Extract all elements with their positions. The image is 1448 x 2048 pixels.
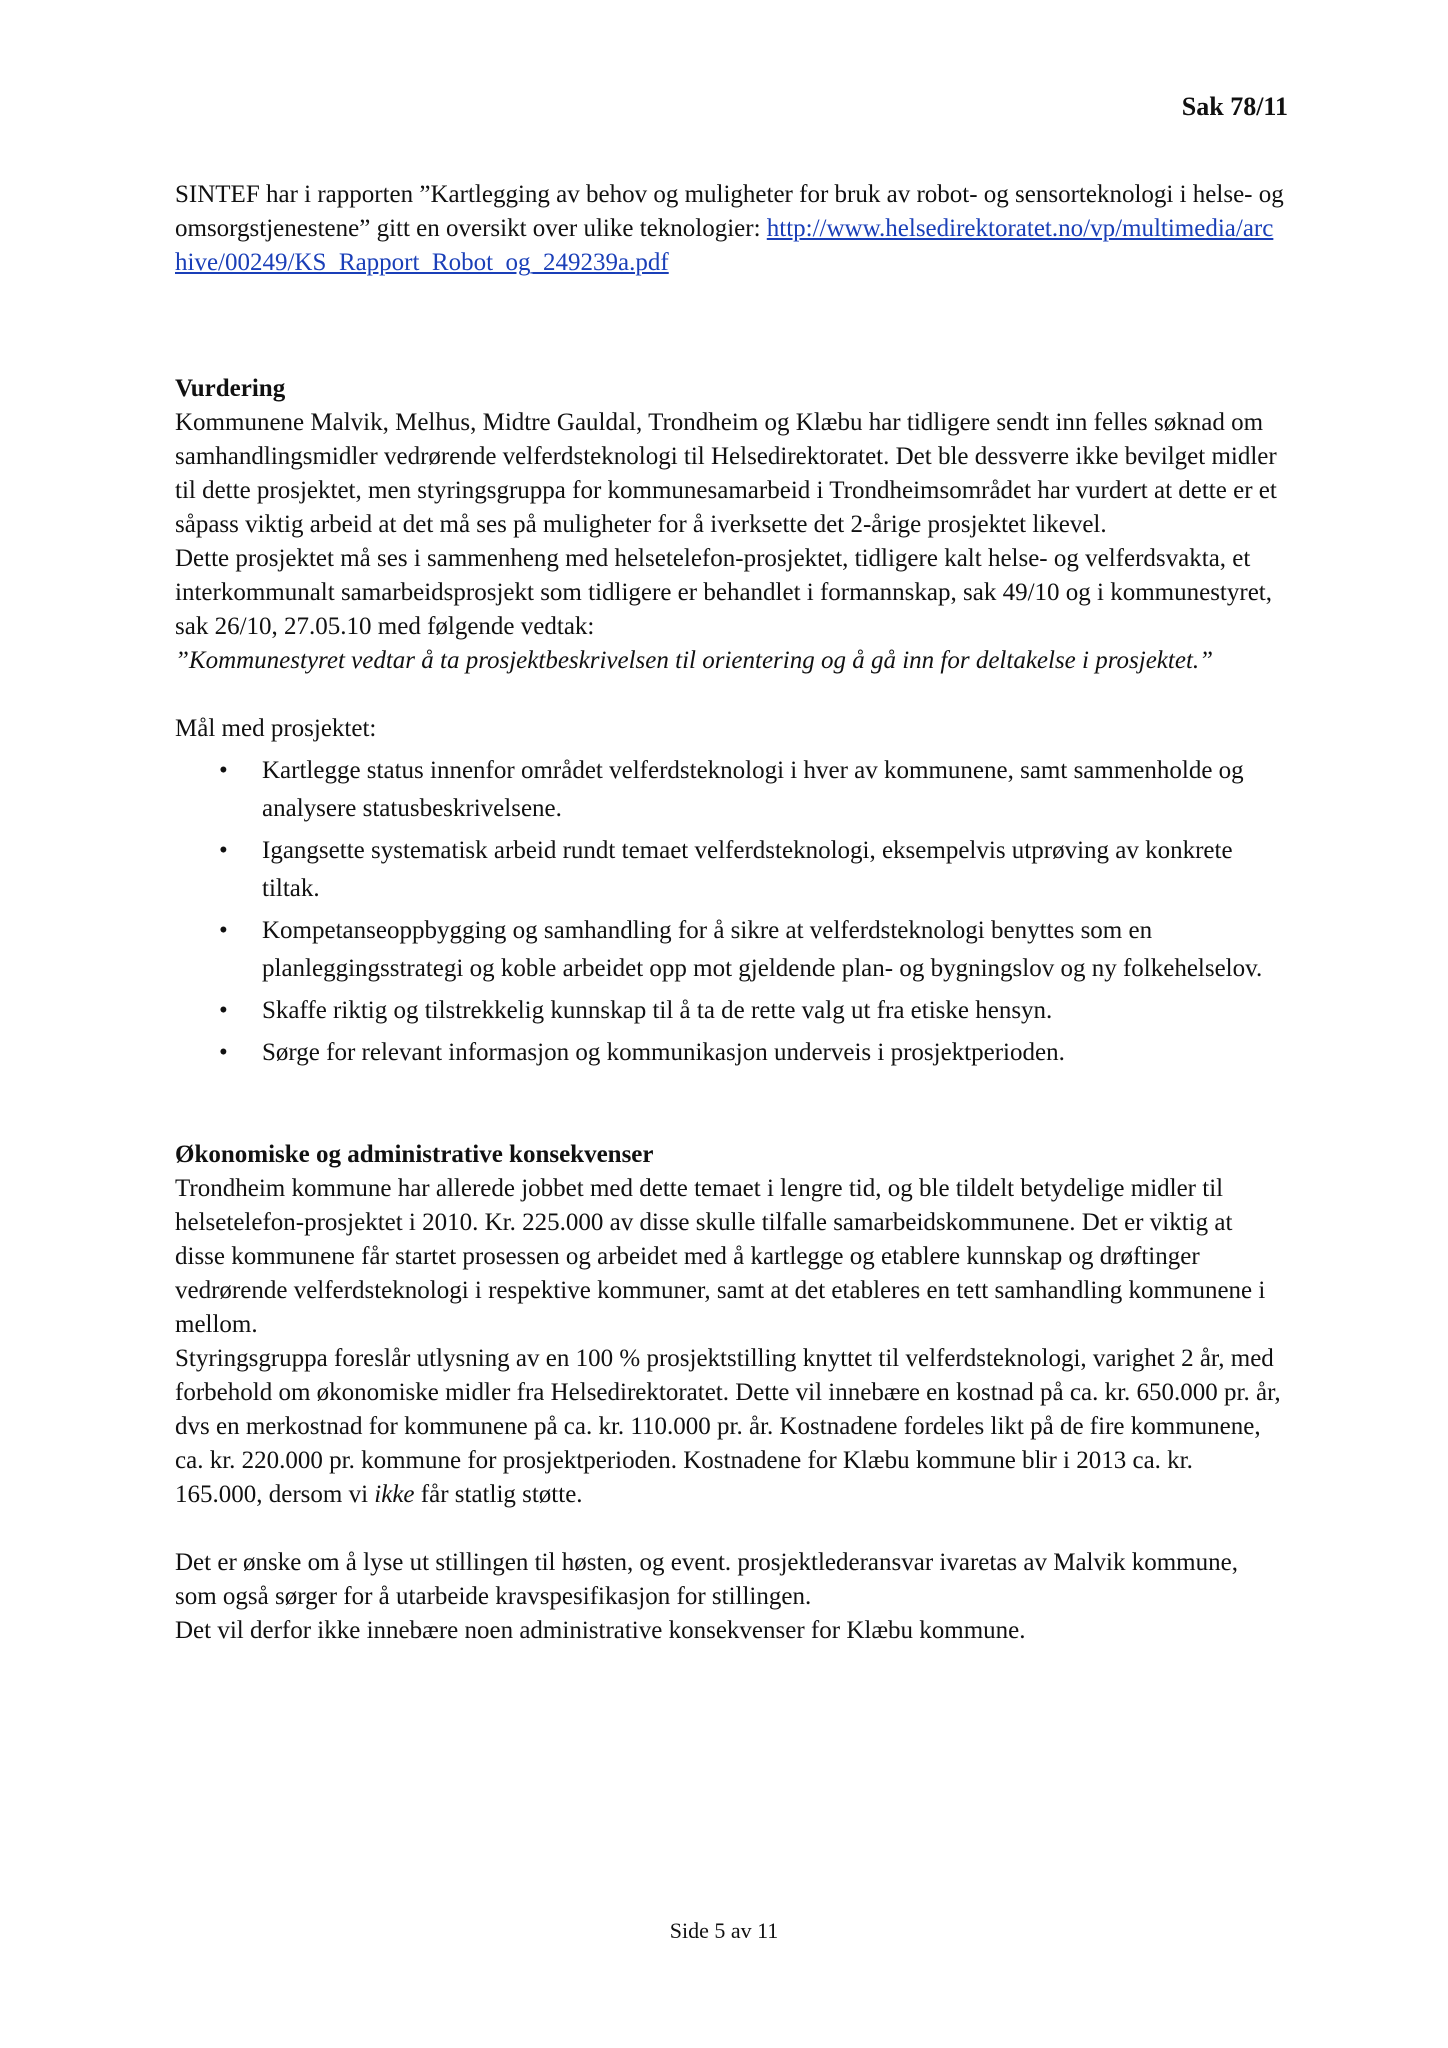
cost-text-end: får statlig støtte. bbox=[420, 1481, 583, 1508]
consequences-paragraph-1: Trondheim kommune har allerede jobbet med dette temaet i lengre tid, og ble tildelt betydelige midler til helsetelefon-prosjektet i 2010. Kr. 225.000 av disse skulle tilfalle samarbeidskommunene. Det er viktig at disse kommunene får startet prosessen og arbeidet med å kartlegge og etablere kunnskap og drøftinger vedrørende velferdsteknologi i respektive kommuner, samt at det etableres en tett samhandling kommunene i mellom. bbox=[175, 1175, 1266, 1338]
goal-item bbox=[219, 912, 1285, 988]
emphasis-text: ikke bbox=[374, 1481, 415, 1508]
consequences-heading: Økonomiske og administrative konsekvenser bbox=[175, 1141, 654, 1168]
goal-text: Skaffe riktig og tilstrekkelig kunnskap til å ta de rette valg ut fra etiske hensyn. bbox=[262, 997, 1053, 1024]
goal-text: Sørge for relevant informasjon og kommunikasjon underveis i prosjektperioden. bbox=[262, 1039, 1065, 1066]
intro-paragraph bbox=[175, 178, 1285, 280]
goal-text: Kompetanseoppbygging og samhandling for å sikre at velferdsteknologi benyttes som en planleggingsstrategi og koble arbeidet opp mot gjeldende plan- og bygningslov og ny folkehelselov. bbox=[262, 917, 1263, 982]
report-link[interactable]: http://www.helsedirektoratet.no/vp/multimedia/archive/00249/KS_Rapport_Robot_og_249239a.pdf bbox=[175, 215, 1274, 276]
consequences-paragraph-3: Det er ønske om å lyse ut stillingen til høsten, og event. prosjektlederansvar ivaretas av Malvik kommune, som også sørger for å utarbeide kravspesifikasjon for stillingen. bbox=[175, 1549, 1238, 1610]
bullet-icon: • bbox=[219, 997, 228, 1024]
bullet-icon: • bbox=[219, 837, 228, 864]
goals-heading: Mål med prosjektet: bbox=[175, 715, 377, 742]
vurdering-paragraph-2: Dette prosjektet må ses i sammenheng med helsetelefon-prosjektet, tidligere kalt helse- og velferdsvakta, et interkommunalt samarbeidsprosjekt som tidligere er behandlet i formannskap, sak 49/10 og i kommunestyret, sak 26/10, 27.05.10 med følgende vedtak: bbox=[175, 545, 1272, 640]
document-body bbox=[175, 178, 1285, 1648]
bullet-icon: • bbox=[219, 1039, 228, 1066]
goal-item bbox=[219, 752, 1285, 828]
intro-text: SINTEF har i rapporten ”Kartlegging av behov og muligheter for bruk av robot- og sensorteknologi i helse- og omsorgstjenestene” gitt en oversikt over ulike teknologier: bbox=[175, 181, 1284, 242]
case-number: Sak 78/11 bbox=[1181, 92, 1288, 121]
goal-item bbox=[219, 1034, 1285, 1072]
goal-text: Kartlegge status innenfor området velferdsteknologi i hver av kommunene, samt sammenholde og analysere statusbeskrivelsene. bbox=[262, 757, 1244, 822]
goal-item bbox=[219, 832, 1285, 908]
vurdering-paragraph-1: Kommunene Malvik, Melhus, Midtre Gauldal, Trondheim og Klæbu har tidligere sendt inn felles søknad om samhandlingsmidler vedrørende velferdsteknologi til Helsedirektoratet. Det ble dessverre ikke bevilget midler til dette prosjektet, men styringsgruppa for kommunesamarbeid i Trondheimsområdet har vurdert at dette er et såpass viktig arbeid at det må ses på muligheter for å iverksette det 2-årige prosjektet likevel. bbox=[175, 409, 1277, 538]
cost-text: Styringsgruppa foreslår utlysning av en 100 % prosjektstilling knyttet til velferdsteknologi, varighet 2 år, med forbehold om økonomiske midler fra Helsedirektoratet. Dette vil innebære en kostnad på ca. kr. 650.000 pr. år, dvs en merkostnad for kommunene på ca. kr. 110.000 pr. år. Kostnadene fordeles likt på de fire kommunene, ca. kr. 220.000 pr. kommune for prosjektperioden. Kostnadene for Klæbu kommune blir i 2013 ca. kr. 165.000, dersom vi bbox=[175, 1345, 1281, 1508]
bullet-icon: • bbox=[219, 917, 228, 944]
goal-item bbox=[219, 992, 1285, 1030]
vurdering-quote: ”Kommunestyret vedtar å ta prosjektbeskrivelsen til orientering og å gå inn for deltakelse i prosjektet.” bbox=[175, 647, 1214, 674]
consequences-paragraph-4: Det vil derfor ikke innebære noen administrative konsekvenser for Klæbu kommune. bbox=[175, 1617, 1026, 1644]
bullet-icon: • bbox=[219, 757, 228, 784]
consequences-paragraph-2 bbox=[175, 1342, 1285, 1512]
page-number: Side 5 av 11 bbox=[669, 1918, 779, 1943]
goals-list bbox=[175, 752, 1285, 1072]
vurdering-heading: Vurdering bbox=[175, 375, 286, 402]
goal-text: Igangsette systematisk arbeid rundt temaet velferdsteknologi, eksempelvis utprøving av konkrete tiltak. bbox=[262, 837, 1233, 902]
